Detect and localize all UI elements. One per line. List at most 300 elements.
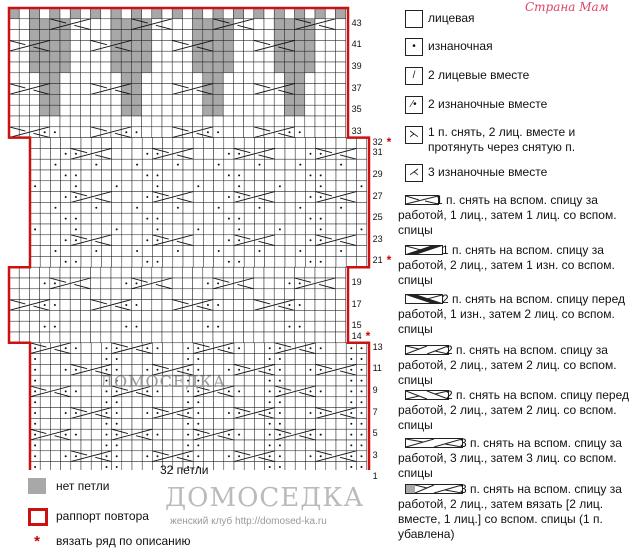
- purl-dot: [95, 164, 97, 166]
- chart-cell: [50, 332, 60, 343]
- chart-cell: [316, 159, 326, 170]
- chart-cell: [142, 84, 152, 95]
- chart-cell: [316, 375, 326, 386]
- chart-cell: [50, 256, 60, 267]
- chart-cell: [91, 278, 101, 289]
- purl-dot: [65, 174, 67, 176]
- chart-cell: [70, 321, 80, 332]
- chart-cell: [335, 51, 345, 62]
- chart-cell: [224, 462, 234, 470]
- purl-dot: [106, 444, 108, 446]
- purl-dot: [116, 423, 118, 425]
- chart-cell: [285, 181, 295, 192]
- purl-dot: [65, 434, 67, 436]
- purl-dot: [116, 369, 118, 371]
- purl-dot: [299, 207, 301, 209]
- row-number: 39: [351, 61, 362, 71]
- chart-cell: [254, 30, 264, 41]
- chart-cell: [214, 451, 224, 462]
- chart-cell: [335, 40, 345, 51]
- chart-cell: [182, 116, 192, 127]
- chart-cell: [224, 159, 234, 170]
- chart-cell: [163, 159, 173, 170]
- chart-cell: [101, 138, 111, 149]
- purl-dot: [228, 369, 230, 371]
- chart-cell: [234, 462, 244, 470]
- purl-dot: [116, 412, 118, 414]
- chart-cell: [61, 181, 71, 192]
- chart-cell: [162, 332, 172, 343]
- chart-cell: [275, 213, 285, 224]
- chart-cell: [60, 62, 70, 73]
- chart-cell: [346, 159, 356, 170]
- chart-cell: [132, 148, 142, 159]
- chart-cell: [9, 289, 19, 300]
- purl-dot: [157, 185, 159, 187]
- row-number: 41: [351, 39, 362, 50]
- chart-cell: [295, 310, 305, 321]
- chart-cell: [203, 148, 213, 159]
- chart-cell: [29, 310, 39, 321]
- chart-cell: [50, 94, 60, 105]
- purl-dot: [106, 423, 108, 425]
- chart-cell: [254, 73, 264, 84]
- chart-cell: [132, 397, 142, 408]
- chart-cell: [40, 73, 50, 84]
- chart-cell: [284, 62, 294, 73]
- symbol-legend: [398, 0, 640, 553]
- purl-dot: [106, 466, 108, 468]
- chart-cell: [101, 213, 111, 224]
- purl-dot: [350, 434, 352, 436]
- chart-cell: [214, 354, 224, 365]
- chart-cell: [285, 364, 295, 375]
- chart-cell: [80, 116, 90, 127]
- chart-cell: [275, 148, 285, 159]
- chart-cell: [91, 321, 101, 332]
- chart-cell: [30, 235, 40, 246]
- chart-cell: [9, 94, 19, 105]
- chart-cell: [40, 8, 50, 19]
- purl-dot: [279, 380, 281, 382]
- purl-dot: [320, 390, 322, 392]
- chart-cell: [315, 94, 325, 105]
- chart-cell: [203, 256, 213, 267]
- chart-cell: [326, 386, 336, 397]
- purl-dot: [187, 444, 189, 446]
- chart-cell: [254, 181, 264, 192]
- chart-cell: [203, 267, 213, 278]
- chart-cell: [132, 235, 142, 246]
- chart-cell: [40, 310, 50, 321]
- chart-cell: [285, 256, 295, 267]
- chart-cell: [264, 30, 274, 41]
- purl-dot: [157, 228, 159, 230]
- purl-dot: [238, 228, 240, 230]
- chart-cell: [203, 73, 213, 84]
- chart-cell: [316, 440, 326, 451]
- chart-cell: [284, 94, 294, 105]
- chart-cell: [274, 19, 284, 30]
- chart-cell: [29, 62, 39, 73]
- chart-cell: [40, 440, 50, 451]
- chart-cell: [30, 159, 40, 170]
- chart-cell: [152, 418, 162, 429]
- chart-cell: [295, 30, 305, 41]
- chart-cell: [233, 332, 243, 343]
- legend-cable-2-1-back-label: 1 п. снять на вспом. спицу за работой, 2 лиц., затем 1 изн. со вспом. спицы: [398, 243, 615, 287]
- purl-dot: [75, 347, 77, 349]
- chart-cell: [254, 105, 264, 116]
- chart-cell: [214, 192, 224, 203]
- chart-cell: [233, 40, 243, 51]
- chart-cell: [80, 51, 90, 62]
- chart-cell: [336, 429, 346, 440]
- chart-cell: [163, 181, 173, 192]
- chart-cell: [173, 256, 183, 267]
- purl-dot: [320, 434, 322, 436]
- chart-cell: [172, 19, 182, 30]
- chart-cell: [173, 181, 183, 192]
- chart-cell: [30, 462, 40, 470]
- chart-cell: [325, 8, 335, 19]
- purl-dot: [289, 282, 291, 284]
- chart-cell: [112, 192, 122, 203]
- chart-cell: [336, 213, 346, 224]
- chart-cell: [81, 375, 91, 386]
- chart-cell: [122, 138, 132, 149]
- purl-dot: [259, 164, 261, 166]
- purl-dot: [136, 207, 138, 209]
- chart-cell: [305, 138, 315, 149]
- chart-cell: [101, 62, 111, 73]
- chart-cell: [336, 462, 346, 470]
- chart-cell: [172, 310, 182, 321]
- purl-dot: [54, 304, 56, 306]
- chart-cell: [203, 451, 213, 462]
- chart-cell: [81, 429, 91, 440]
- chart-cell: [163, 418, 173, 429]
- chart-cell: [40, 451, 50, 462]
- row-number: 37: [351, 82, 362, 93]
- chart-cell: [70, 73, 80, 84]
- purl-dot: [116, 466, 118, 468]
- purl-dot: [320, 153, 322, 155]
- chart-cell: [40, 462, 50, 470]
- purl-dot: [187, 358, 189, 360]
- purl-dot: [146, 218, 148, 220]
- chart-cell: [152, 105, 162, 116]
- purl-dot: [75, 174, 77, 176]
- chart-cell: [163, 224, 173, 235]
- chart-cell: [121, 8, 131, 19]
- chart-cell: [346, 224, 356, 235]
- chart-cell: [142, 159, 152, 170]
- chart-cell: [346, 170, 356, 181]
- purl-dot: [299, 131, 301, 133]
- purl-dot: [207, 304, 209, 306]
- purl-dot: [228, 196, 230, 198]
- chart-cell: [326, 462, 336, 470]
- chart-cell: [152, 159, 162, 170]
- chart-cell: [111, 289, 121, 300]
- chart-cell: [305, 224, 315, 235]
- chart-cell: [223, 332, 233, 343]
- purl-dot: [238, 347, 240, 349]
- chart-cell: [326, 354, 336, 365]
- chart-cell: [182, 30, 192, 41]
- purl-dot: [310, 174, 312, 176]
- chart-cell: [295, 235, 305, 246]
- chart-cell: [112, 462, 122, 470]
- chart-cell: [233, 310, 243, 321]
- legend-k2tog-label: 2 лицевые вместе: [428, 68, 530, 82]
- chart-cell: [213, 73, 223, 84]
- chart-cell: [9, 8, 19, 19]
- chart-cell: [142, 267, 152, 278]
- chart-cell: [173, 138, 183, 149]
- chart-cell: [50, 181, 60, 192]
- chart-cell: [233, 8, 243, 19]
- purl-dot: [116, 358, 118, 360]
- chart-cell: [19, 62, 29, 73]
- purl-dot: [217, 304, 219, 306]
- purl-dot: [350, 369, 352, 371]
- chart-cell: [264, 278, 274, 289]
- purl-dot: [279, 444, 281, 446]
- chart-cell: [91, 170, 101, 181]
- chart-cell: [40, 170, 50, 181]
- chart-cell: [163, 354, 173, 365]
- chart-cell: [71, 354, 81, 365]
- chart-cell: [40, 94, 50, 105]
- purl-dot: [157, 412, 159, 414]
- purl-dot: [197, 347, 199, 349]
- chart-cell: [132, 138, 142, 149]
- chart-cell: [91, 289, 101, 300]
- chart-cell: [91, 267, 101, 278]
- chart-cell: [193, 267, 203, 278]
- chart-cell: [285, 202, 295, 213]
- chart-cell: [142, 202, 152, 213]
- chart-cell: [101, 159, 111, 170]
- chart-cell: [162, 84, 172, 95]
- purl-dot: [289, 326, 291, 328]
- chart-cell: [325, 51, 335, 62]
- purl-dot: [279, 466, 281, 468]
- chart-cell: [223, 321, 233, 332]
- chart-cell: [71, 159, 81, 170]
- chart-cell: [234, 246, 244, 257]
- chart-cell: [275, 138, 285, 149]
- chart-cell: [121, 73, 131, 84]
- chart-cell: [335, 116, 345, 127]
- chart-cell: [91, 62, 101, 73]
- chart-cell: [111, 30, 121, 41]
- chart-cell: [19, 94, 29, 105]
- chart-cell: [305, 84, 315, 95]
- chart-cell: [132, 224, 142, 235]
- purl-dot: [177, 207, 179, 209]
- chart-cell: [326, 375, 336, 386]
- chart-cell: [244, 246, 254, 257]
- k2tog-icon: /: [405, 67, 423, 85]
- repeat-swatch: [28, 508, 48, 526]
- chart-cell: [152, 440, 162, 451]
- chart-cell: [203, 397, 213, 408]
- chart-cell: [60, 51, 70, 62]
- chart-cell: [285, 451, 295, 462]
- purl-dot: [75, 239, 77, 241]
- purl-dot: [320, 239, 322, 241]
- purl-dot: [65, 261, 67, 263]
- chart-cell: [71, 375, 81, 386]
- chart-cell: [336, 343, 346, 354]
- chart-cell: [61, 397, 71, 408]
- chart-cell: [336, 397, 346, 408]
- chart-cell: [285, 148, 295, 159]
- chart-cell: [50, 138, 60, 149]
- chart-cell: [152, 310, 162, 321]
- chart-cell: [70, 127, 80, 138]
- chart-cell: [315, 8, 325, 19]
- chart-cell: [254, 8, 264, 19]
- purl-dot: [279, 434, 281, 436]
- purl-dot: [269, 380, 271, 382]
- knit-icon: [405, 10, 423, 28]
- chart-cell: [295, 408, 305, 419]
- purl-dot: [361, 401, 363, 403]
- chart-cell: [305, 354, 315, 365]
- purl-dot: [136, 304, 138, 306]
- chart-cell: [224, 354, 234, 365]
- chart-cell: [50, 440, 60, 451]
- chart-cell: [101, 246, 111, 257]
- chart-cell: [203, 62, 213, 73]
- purl-dot: [310, 196, 312, 198]
- purl-dot: [34, 466, 36, 468]
- chart-cell: [336, 181, 346, 192]
- row-star-marker: *: [365, 329, 371, 343]
- chart-cell: [193, 192, 203, 203]
- chart-cell: [50, 408, 60, 419]
- chart-cell: [152, 354, 162, 365]
- chart-cell: [264, 8, 274, 19]
- legend-cable-1-1-label: 1 п. снять на вспом. спицу за работой, 1 лиц., затем 1 лиц. со вспом. спицы: [398, 193, 617, 237]
- chart-cell: [81, 202, 91, 213]
- chart-cell: [305, 267, 315, 278]
- chart-cell: [40, 181, 50, 192]
- purl-dot: [361, 434, 363, 436]
- purl-dot: [106, 434, 108, 436]
- chart-cell: [193, 105, 203, 116]
- purl-dot: [95, 207, 97, 209]
- chart-cell: [60, 289, 70, 300]
- purl-dot: [197, 401, 199, 403]
- purl-dot: [361, 228, 363, 230]
- chart-cell: [305, 40, 315, 51]
- chart-cell: [295, 51, 305, 62]
- chart-cell: [326, 224, 336, 235]
- chart-cell: [254, 418, 264, 429]
- chart-cell: [173, 397, 183, 408]
- chart-cell: [203, 408, 213, 419]
- purl-dot: [228, 455, 230, 457]
- chart-cell: [244, 94, 254, 105]
- chart-cell: [315, 105, 325, 116]
- chart-cell: [244, 51, 254, 62]
- chart-cell: [233, 321, 243, 332]
- chart-cell: [152, 127, 162, 138]
- chart-cell: [162, 289, 172, 300]
- purl-dot: [44, 326, 46, 328]
- purl-dot: [55, 164, 57, 166]
- chart-cell: [173, 224, 183, 235]
- chart-cell: [214, 181, 224, 192]
- chart-cell: [131, 30, 141, 41]
- chart-cell: [70, 267, 80, 278]
- chart-cell: [81, 181, 91, 192]
- chart-cell: [50, 235, 60, 246]
- chart-cell: [356, 170, 366, 181]
- chart-cell: [254, 397, 264, 408]
- chart-cell: [60, 321, 70, 332]
- chart-cell: [213, 51, 223, 62]
- chart-cell: [71, 202, 81, 213]
- chart-cell: [19, 105, 29, 116]
- chart-cell: [50, 224, 60, 235]
- purl-dot: [340, 250, 342, 252]
- purl-dot: [238, 174, 240, 176]
- chart-cell: [214, 256, 224, 267]
- chart-cell: [122, 202, 132, 213]
- purl-dot: [350, 347, 352, 349]
- purl-dot: [187, 347, 189, 349]
- chart-cell: [101, 19, 111, 30]
- chart-cell: [112, 256, 122, 267]
- chart-cell: [40, 289, 50, 300]
- purl-dot: [350, 466, 352, 468]
- chart-cell: [244, 397, 254, 408]
- chart-cell: [224, 181, 234, 192]
- chart-cell: [244, 256, 254, 267]
- chart-cell: [142, 289, 152, 300]
- chart-cell: [305, 289, 315, 300]
- chart-cell: [295, 40, 305, 51]
- chart-cell: [335, 30, 345, 41]
- chart-cell: [274, 30, 284, 41]
- purl-dot: [136, 131, 138, 133]
- chart-cell: [295, 418, 305, 429]
- chart-cell: [244, 429, 254, 440]
- purl-dot: [207, 282, 209, 284]
- chart-cell: [162, 40, 172, 51]
- chart-cell: [30, 256, 40, 267]
- chart-cell: [50, 267, 60, 278]
- chart-cell: [60, 94, 70, 105]
- chart-cell: [152, 73, 162, 84]
- purl-dot: [125, 304, 127, 306]
- chart-cell: [254, 62, 264, 73]
- purl-dot: [361, 423, 363, 425]
- chart-cell: [152, 8, 162, 19]
- chart-cell: [71, 418, 81, 429]
- purl-dot: [75, 228, 77, 230]
- chart-cell: [40, 332, 50, 343]
- chart-cell: [244, 440, 254, 451]
- key-no-stitch-label: нет петли: [56, 479, 110, 493]
- purl-dot: [279, 228, 281, 230]
